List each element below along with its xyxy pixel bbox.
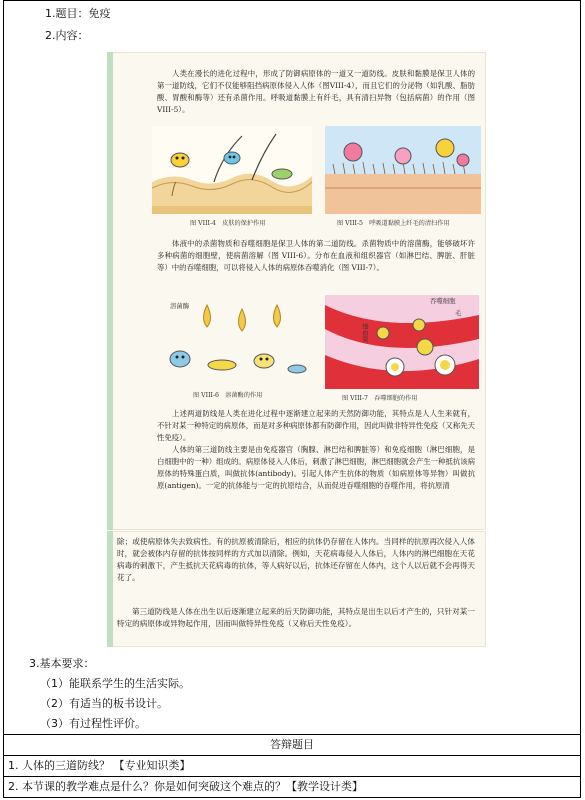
paragraph-second-line-defense: 体液中的杀菌物质和吞噬细胞是保卫人体的第二道防线。杀菌物质中的溶菌酶，能够破坏许多种病菌的细胞壁，使病菌溶解（图 VIII-6）。分布在血液和组织器官（如淋巴结、脾脏、肝脏等）中的吞噬细胞，可以将侵入人体的病原体吞噬消化（图 VIII-7）。 (157, 239, 475, 272)
page-margin-bar (107, 52, 113, 530)
defense-question: 1. 人体的三道防线？ 【专业知识类】 (8, 759, 191, 772)
figure6-caption: 图 VIII-6 溶菌酶的作用 (193, 392, 263, 399)
table-divider (3, 776, 581, 777)
figure4-caption: 图 VIII-4 皮肤的保护作用 (190, 220, 266, 227)
lysozyme-label: 溶菌酶 (170, 302, 190, 310)
hair-label: 毛 (455, 309, 462, 317)
textbook-page-bottom (107, 531, 486, 647)
paragraph-nonspecific-immunity: 上述两道防线是人类在进化过程中逐渐建立起来的天然防御功能，其特点是人人生来就有，不针对某一种特定的病原体，而是对多种病原体都有防御作用，因此叫做非特异性免疫（又称先天性免疫）。 (157, 409, 475, 442)
content-label: 2.内容： (45, 29, 89, 42)
figure-cilia-cleaning (325, 126, 481, 214)
requirement-item: （3）有过程性评价。 (40, 717, 146, 730)
paragraph-specific-immunity: 第三道防线是人体在出生以后逐渐建立起来的后天防御功能，其特点是出生以后才产生的，只针对某一特定的病原体或异物起作用，因而叫做特异性免疫（又称后天性免疫）。 (117, 607, 475, 628)
figure-lysozyme (152, 299, 312, 385)
requirements-title: 3.基本要求： (29, 657, 95, 670)
figure-skin-protection (152, 126, 312, 214)
requirement-item: （1）能联系学生的生活实际。 (40, 677, 190, 690)
defense-question: 2. 本节课的教学难点是什么？你是如何突破这个难点的？【教学设计类】 (8, 780, 363, 793)
phagocyte-label: 吞噬细胞 (430, 297, 456, 305)
textbook-page-top (107, 52, 486, 530)
defense-header: 答辩题目 (270, 738, 314, 751)
page-margin-bar-2 (107, 531, 113, 647)
figure7-caption: 图 VIII-7 吞噬细胞的作用 (342, 395, 418, 402)
figure5-caption: 图 VIII-5 呼吸道黏膜上纤毛的清扫作用 (337, 220, 450, 227)
topic-title: 1.题目：免疫 (45, 7, 111, 20)
vessel-label: 细血管 (361, 323, 369, 343)
table-divider (3, 755, 581, 756)
paragraph-antigen-clearance: 除；或使病原体失去致病性。有的抗原被清除后，相应的抗体仍存留在人体内。当同样的抗原再次侵入人体时，就会被体内存留的抗体按同样的方式加以清除。例如，天花病毒侵入人体后，人体内的淋巴细胞在天花病毒的刺激下，产生抵抗天花病毒的抗体，等人病好以后，抗体还存留在人体内，这个人以后就不会再得天花了。 (117, 537, 475, 582)
paragraph-first-line-defense: 人类在漫长的进化过程中，形成了防御病原体的一道又一道防线。皮肤和黏膜是保卫人体的第一道防线，它们不仅能够阻挡病原体侵入人体（图VIII-4），而且它们的分泌物（如乳酸、脂肪酸、胃酸和酶等）还有杀菌作用。呼吸道黏膜上有纤毛，具有清扫异物（包括病菌）的作用（图 VIII-5）。 (157, 69, 475, 114)
paragraph-third-line-defense: 人体的第三道防线主要是由免疫器官（胸腺、淋巴结和脾脏等）和免疫细胞（淋巴细胞，是白细胞中的一种）组成的。病原体侵入人体后，刺激了淋巴细胞，淋巴细胞就会产生一种抵抗该病原体的特殊蛋白质，叫做抗体(antibody)。引起人体产生抗体的物质（如病原体等异物）叫做抗原(antigen)。一定的抗体能与一定的抗原结合，从而促进吞噬细胞的吞噬作用，将抗原清 (157, 445, 475, 490)
figure-phagocyte (325, 295, 479, 389)
requirement-item: （2）有适当的板书设计。 (40, 697, 168, 710)
table-divider (3, 734, 581, 735)
